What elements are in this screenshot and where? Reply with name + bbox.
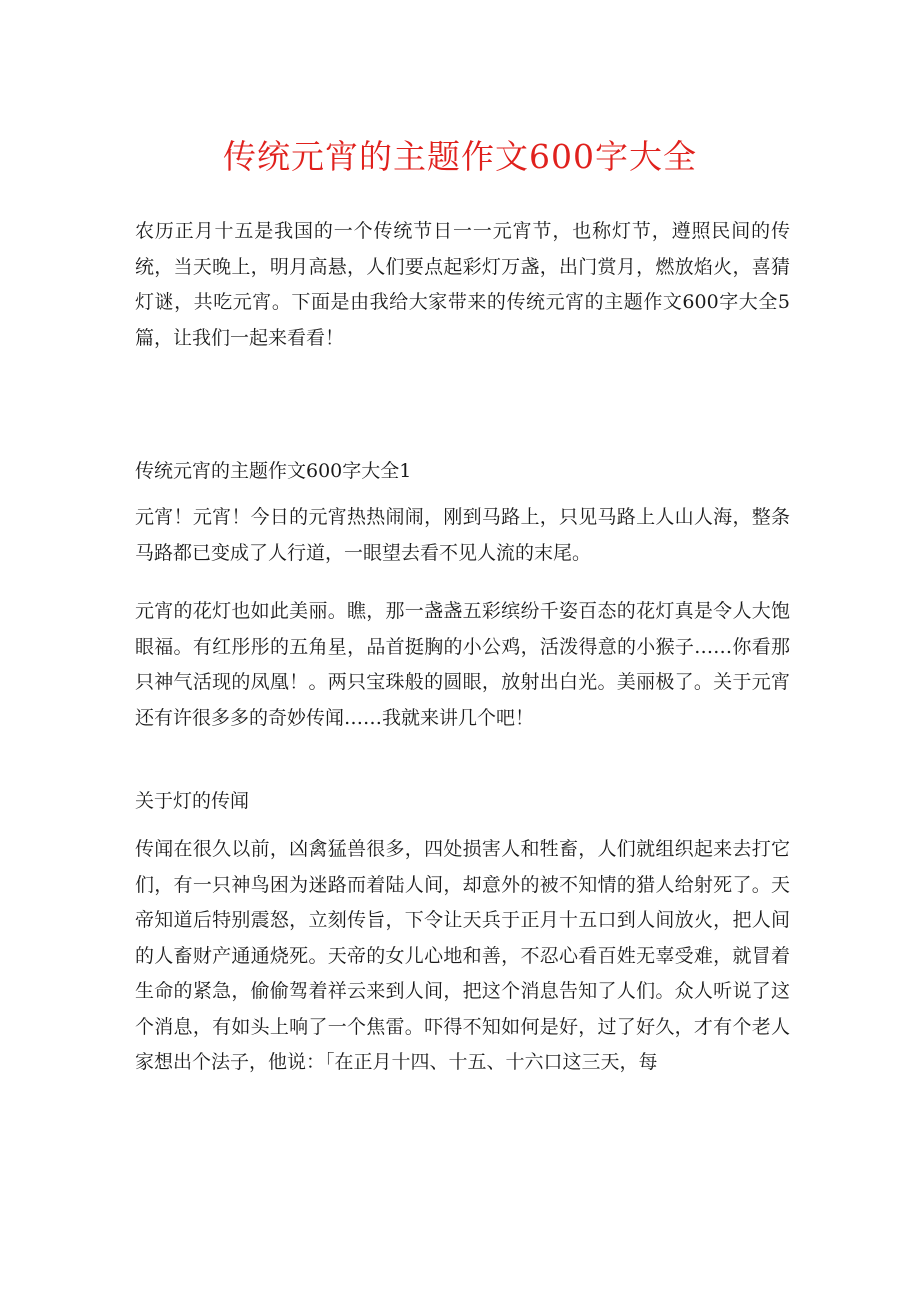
paragraph-2: 元宵的花灯也如此美丽。瞧，那一盏盏五彩缤纷千姿百态的花灯真是令人大饱眼福。有红彤彤的五角星，品首挺胸的小公鸡，活泼得意的小猴子……你看那只神气活现的凤凰！。两只宝珠般的圆眼，放射出白光。美丽极了。关于元宵还有许很多多的奇妙传闻……我就来讲几个吧！ xyxy=(135,600,790,729)
paragraph-1: 元宵！元宵！今日的元宵热热闹闹，刚到马路上，只见马路上人山人海，整条马路都已变成了人行道，一眼望去看不见人流的末尾。 xyxy=(135,506,790,564)
subheading: 关于灯的传闻 xyxy=(135,790,250,812)
intro-paragraph: 农历正月十五是我国的一个传统节日一一元宵节，也称灯节，遵照民间的传统，当天晚上，明月高悬，人们要点起彩灯万盏，出门赏月，燃放焰火，喜猜灯谜，共吃元宵。下面是由我给大家带来的传统元宵的主题作文600字大全5篇，让我们一起来看看！ xyxy=(135,220,790,349)
section-title: 传统元宵的主题作文600字大全1 xyxy=(135,460,412,482)
paragraph-3: 传闻在很久以前，凶禽猛兽很多，四处损害人和牲畜，人们就组织起来去打它们，有一只神鸟困为迷路而着陆人间，却意外的被不知情的猎人给射死了。天帝知道后特别震怒，立刻传旨，下令让天兵于正月十五口到人间放火，把人间的人畜财产通通烧死。天帝的女儿心地和善，不忍心看百姓无辜受难，就冒着生命的紧急，偷偷驾着祥云来到人间，把这个消息告知了人们。众人听说了这个消息，有如头上响了一个焦雷。吓得不知如何是好，过了好久，才有个老人家想出个法子，他说：「在正月十四、十五、十六口这三天，每 xyxy=(135,838,790,1073)
document-title: 传统元宵的主题作文600字大全 xyxy=(223,137,697,176)
